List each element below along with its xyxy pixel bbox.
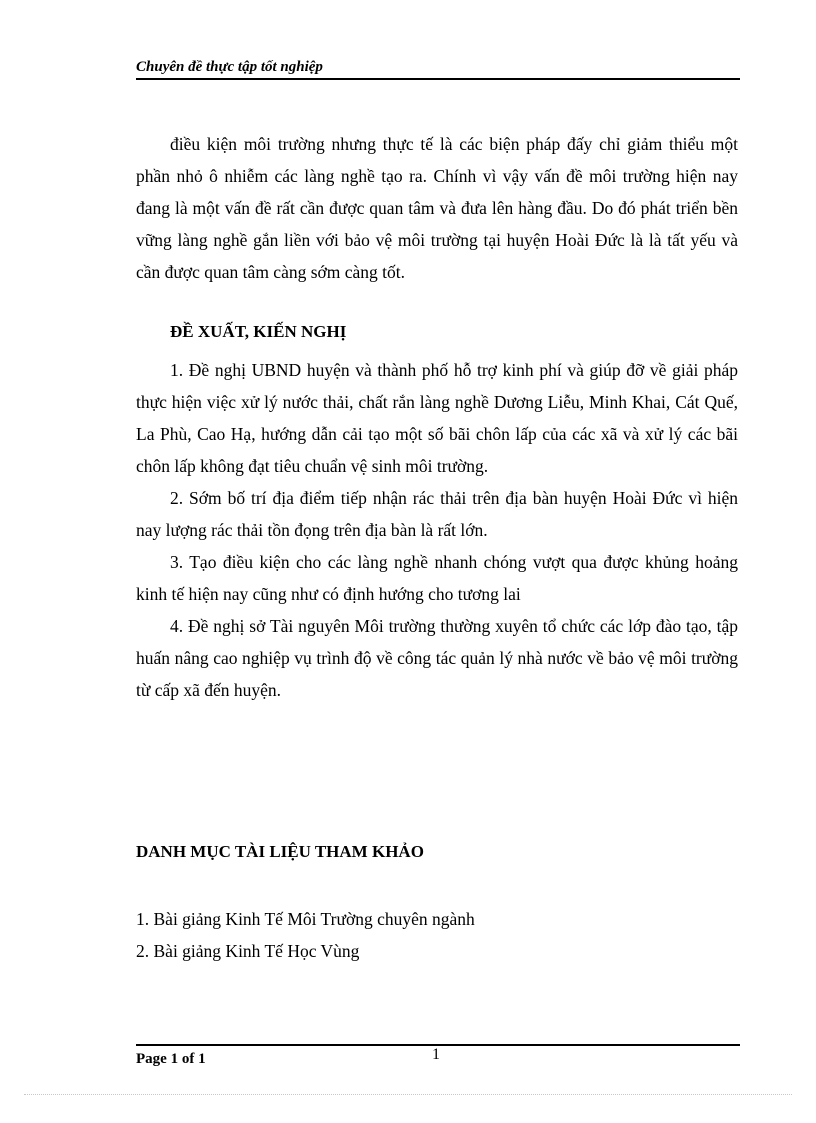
intro-paragraph: điều kiện môi trường nhưng thực tế là các biện pháp đấy chỉ giảm thiểu một phần nhỏ ô nhiễm các làng nghề tạo ra. Chính vì vậy vấn đề môi trường hiện nay đang là một vấn đề rất cần được quan tâm và đưa lên hàng đầu. Do đó phát triển bền vững làng nghề gắn liền với bảo vệ môi trường tại huyện Hoài Đức là là tất yếu và cần được quan tâm càng sớm càng tốt. — [136, 134, 738, 282]
proposals-heading: ĐỀ XUẤT, KIẾN NGHỊ — [170, 322, 347, 341]
proposal-item-4: 4. Đề nghị sở Tài nguyên Môi trường thường xuyên tổ chức các lớp đào tạo, tập huấn nâng cao nghiệp vụ trình độ về công tác quản lý nhà nước về bảo vệ môi trường từ cấp xã đến huyện. — [136, 616, 738, 700]
references-heading: DANH MỤC TÀI LIỆU THAM KHẢO — [136, 842, 424, 861]
intro-section — [136, 128, 738, 288]
reference-item-1: 1. Bài giảng Kinh Tế Môi Trường chuyên ngành — [136, 909, 475, 929]
footer-page-number: 1 — [432, 1046, 440, 1063]
header-title: Chuyên đề thực tập tốt nghiệp — [136, 59, 323, 75]
proposal-item-1: 1. Đề nghị UBND huyện và thành phố hỗ trợ kinh phí và giúp đỡ về giải pháp thực hiện việc xử lý nước thải, chất rắn làng nghề Dương Liễu, Minh Khai, Cát Quế, La Phù, Cao Hạ, hướng dẫn cải tạo một số bãi chôn lấp của các xã và xử lý các bãi chôn lấp không đạt tiêu chuẩn vệ sinh môi trường. — [136, 360, 738, 476]
proposals-list — [136, 354, 738, 706]
references-list — [136, 903, 736, 967]
page-header — [136, 56, 740, 80]
reference-item-2: 2. Bài giảng Kinh Tế Học Vùng — [136, 941, 360, 961]
proposal-item-3: 3. Tạo điều kiện cho các làng nghề nhanh chóng vượt qua được khủng hoảng kinh tế hiện nay cũng như có định hướng cho tương lai — [136, 552, 738, 604]
proposal-item-2: 2. Sớm bố trí địa điểm tiếp nhận rác thải trên địa bàn huyện Hoài Đức vì hiện nay lượng rác thải tồn đọng trên địa bàn là rất lớn. — [136, 488, 738, 540]
footer-page-label: Page 1 of 1 — [136, 1051, 206, 1067]
page-footer — [136, 1044, 740, 1072]
page-bottom-divider — [24, 1094, 792, 1095]
